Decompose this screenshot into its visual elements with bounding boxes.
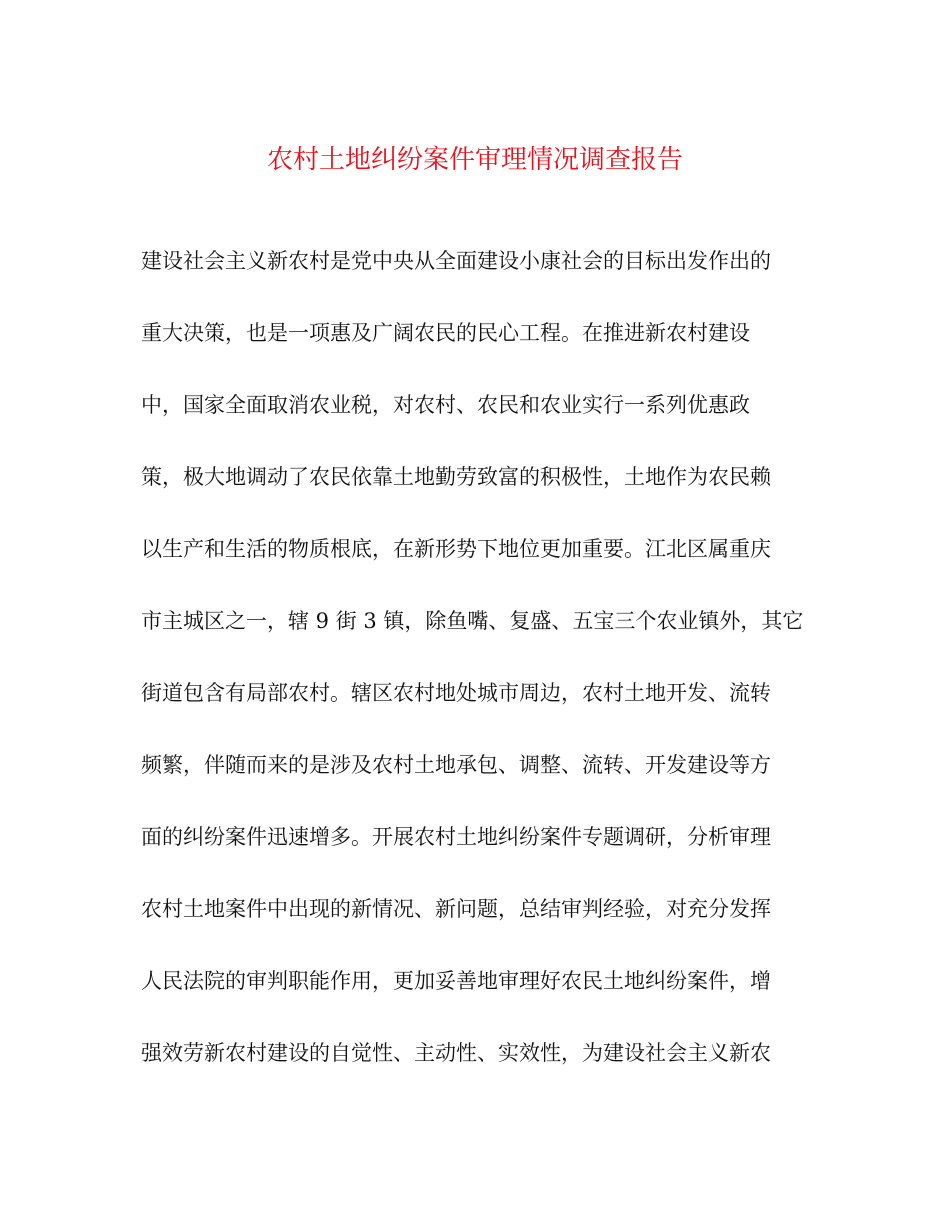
body-text-line: 频繁，伴随而来的是涉及农村土地承包、调整、流转、开发建设等方: [141, 753, 771, 777]
body-text-line: 以生产和生活的物质根底，在新形势下地位更加重要。江北区属重庆: [141, 537, 771, 561]
body-text-line: 农村土地案件中出现的新情况、新问题，总结审判经验，对充分发挥: [141, 897, 771, 921]
document-title: 农村土地纠纷案件审理情况调查报告: [266, 145, 683, 175]
body-text-line: 面的纠纷案件迅速增多。开展农村土地纠纷案件专题调研，分析审理: [141, 825, 771, 849]
body-text-line: 市主城区之一，辖 9 街 3 镇，除鱼嘴、复盛、五宝三个农业镇外，其它: [141, 609, 804, 633]
body-text-line: 重大决策，也是一项惠及广阔农民的民心工程。在推进新农村建设: [141, 321, 750, 345]
body-text-line: 人民法院的审判职能作用，更加妥善地审理好农民土地纠纷案件，增: [141, 969, 771, 993]
body-text-line: 策，极大地调动了农民依靠土地勤劳致富的积极性，土地作为农民赖: [141, 465, 771, 489]
body-text-line: 中，国家全面取消农业税，对农村、农民和农业实行一系列优惠政: [141, 393, 750, 417]
body-text-line: 街道包含有局部农村。辖区农村地处城市周边，农村土地开发、流转: [141, 681, 771, 705]
body-text-line: 建设社会主义新农村是党中央从全面建设小康社会的目标出发作出的: [141, 249, 771, 273]
body-text-line: 强效劳新农村建设的自觉性、主动性、实效性，为建设社会主义新农: [141, 1041, 771, 1065]
